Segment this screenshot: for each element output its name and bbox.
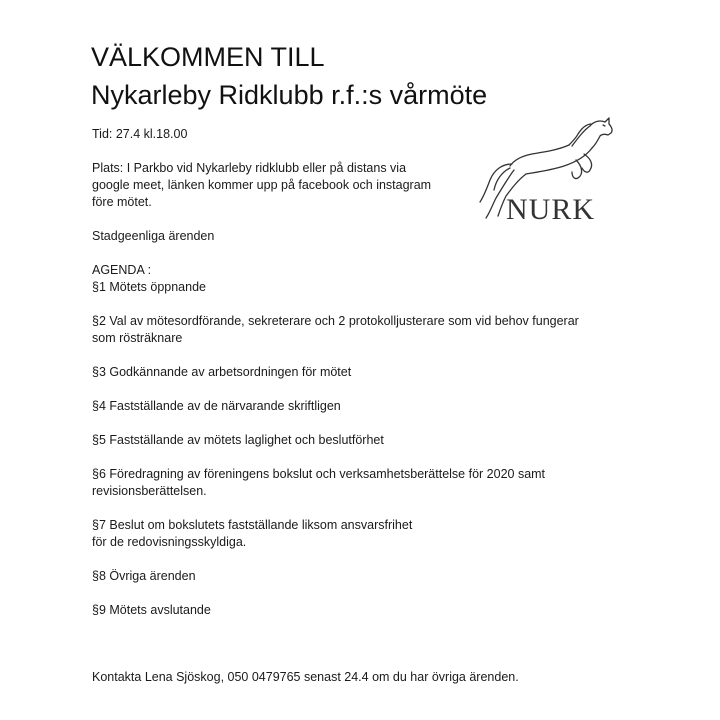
agenda-item-1: §1 Mötets öppnande: [92, 280, 206, 294]
agenda-item-8: §8 Övriga ärenden: [92, 569, 196, 583]
agenda-item-6: §6 Föredragning av föreningens bokslut och verksamhetsberättelse för 2020 samt revisionsberättelsen.: [92, 467, 546, 498]
agenda-item-2: §2 Val av mötesordförande, sekreterare och 2 protokolljusterare som vid behov fungerar som rösträknare: [92, 314, 579, 345]
agenda-item-5: §5 Fastställande av mötets laglighet och beslutförhet: [92, 433, 384, 447]
contact-info: Kontakta Lena Sjöskog, 050 0479765 senast 24.4 om du har övriga ärenden.: [92, 670, 519, 684]
meeting-time: Tid: 27.4 kl.18.00: [92, 127, 188, 141]
page-title: [91, 38, 487, 114]
agenda-item-9: §9 Mötets avslutande: [92, 603, 211, 617]
agenda-item-3: §3 Godkännande av arbetsordningen för mötet: [92, 365, 352, 379]
agenda-heading: AGENDA :: [92, 263, 152, 277]
title-line-2: Nykarleby Ridklubb r.f.:s vårmöte: [91, 80, 488, 110]
agenda-item-7: §7 Beslut om bokslutets fastställande liksom ansvarsfrihet för de redovisningsskyldiga.: [92, 518, 413, 549]
meeting-place: Plats: I Parkbo vid Nykarleby ridklubb eller på distans via google meet, länken kommer upp på facebook och instagram före mötet.: [92, 161, 432, 209]
agenda-item-4: §4 Fastställande av de närvarande skriftligen: [92, 399, 341, 413]
statutory-matters: Stadgeenliga ärenden: [92, 229, 215, 243]
invitation-body: [92, 126, 652, 686]
title-line-1: VÄLKOMMEN TILL: [91, 42, 325, 72]
logo-text: NURK: [506, 193, 596, 226]
